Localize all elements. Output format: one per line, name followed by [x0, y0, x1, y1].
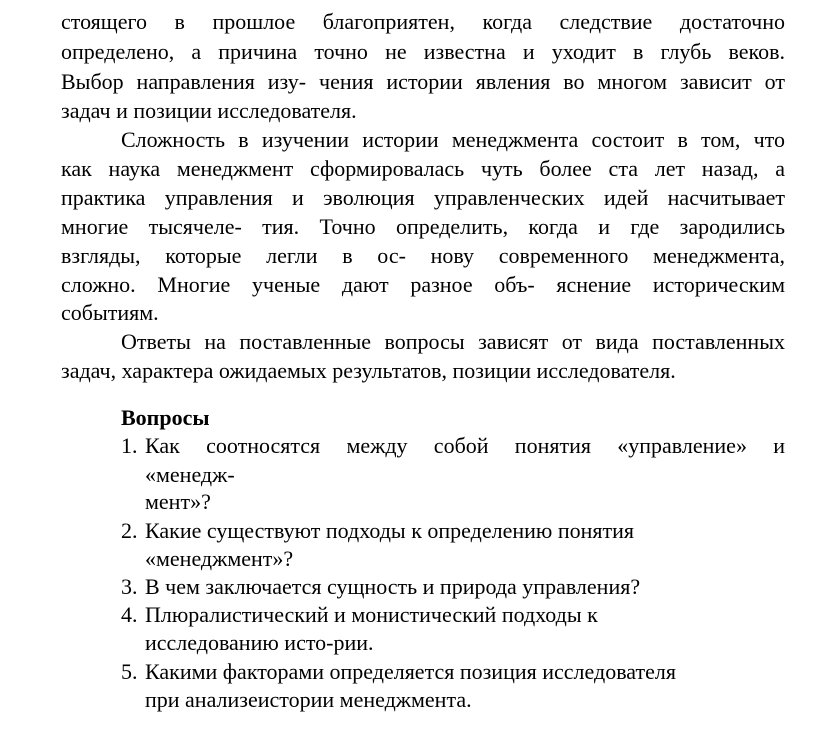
- question-4-line-2: исследованию исто-рии.: [145, 630, 374, 655]
- questions-heading: Вопросы: [121, 405, 210, 430]
- paragraph-3-line-2: задач, характера ожидаемых результатов, позиции исследователя.: [61, 358, 676, 383]
- paragraph-2-line-2: как наука менеджмент сформировалась чуть более ста лет назад, а: [61, 156, 785, 181]
- question-5-number: 5.: [121, 659, 138, 684]
- question-3-number: 3.: [121, 574, 138, 599]
- paragraph-2-line-6: сложно. Многие ученые дают разное объ- яснение историческим: [61, 272, 785, 297]
- paragraph-1-line-1: стоящего в прошлое благоприятен, когда следствие достаточно: [61, 9, 785, 34]
- question-1-line-1: Как соотносятся между собой понятия «управление» и: [145, 433, 785, 458]
- paragraph-1-line-3: Выбор направления изу- чения истории явления во многом зависит от: [61, 69, 785, 94]
- question-2-line-1: Какие существуют подходы к определению понятия: [145, 518, 635, 543]
- paragraph-2-line-5: взгляды, которые легли в ос- нову современного менеджмента,: [61, 243, 785, 268]
- question-1-line-2: «менедж-: [145, 462, 235, 487]
- paragraph-2-line-3: практика управления и эволюция управленческих идей насчитывает: [61, 185, 785, 210]
- question-4-number: 4.: [121, 602, 138, 627]
- paragraph-3-line-1: Ответы на поставленные вопросы зависят от вида поставленных: [121, 329, 785, 354]
- question-5-line-2: при анализеистории менеджмента.: [145, 687, 472, 712]
- question-2-number: 2.: [121, 518, 138, 543]
- question-1-line-3: мент»?: [145, 489, 211, 514]
- question-1-number: 1.: [121, 433, 138, 458]
- paragraph-2-line-1: Сложность в изучении истории менеджмента состоит в том, что: [121, 127, 785, 152]
- question-2-line-2: «менеджмент»?: [145, 546, 294, 571]
- paragraph-2-line-7: событиям.: [61, 300, 159, 325]
- paragraph-2-line-4: многие тысячеле- тия. Точно определить, когда и где зародились: [61, 214, 785, 239]
- question-4-line-1: Плюралистический и монистический подходы к: [145, 602, 598, 627]
- question-5-line-1: Какими факторами определяется позиция исследователя: [145, 659, 676, 684]
- question-3-line-1: В чем заключается сущность и природа управления?: [145, 574, 641, 599]
- paragraph-1-line-4: задач и позиции исследователя.: [61, 98, 357, 123]
- paragraph-1-line-2: определено, а причина точно не известна и уходит в глубь веков.: [61, 39, 785, 64]
